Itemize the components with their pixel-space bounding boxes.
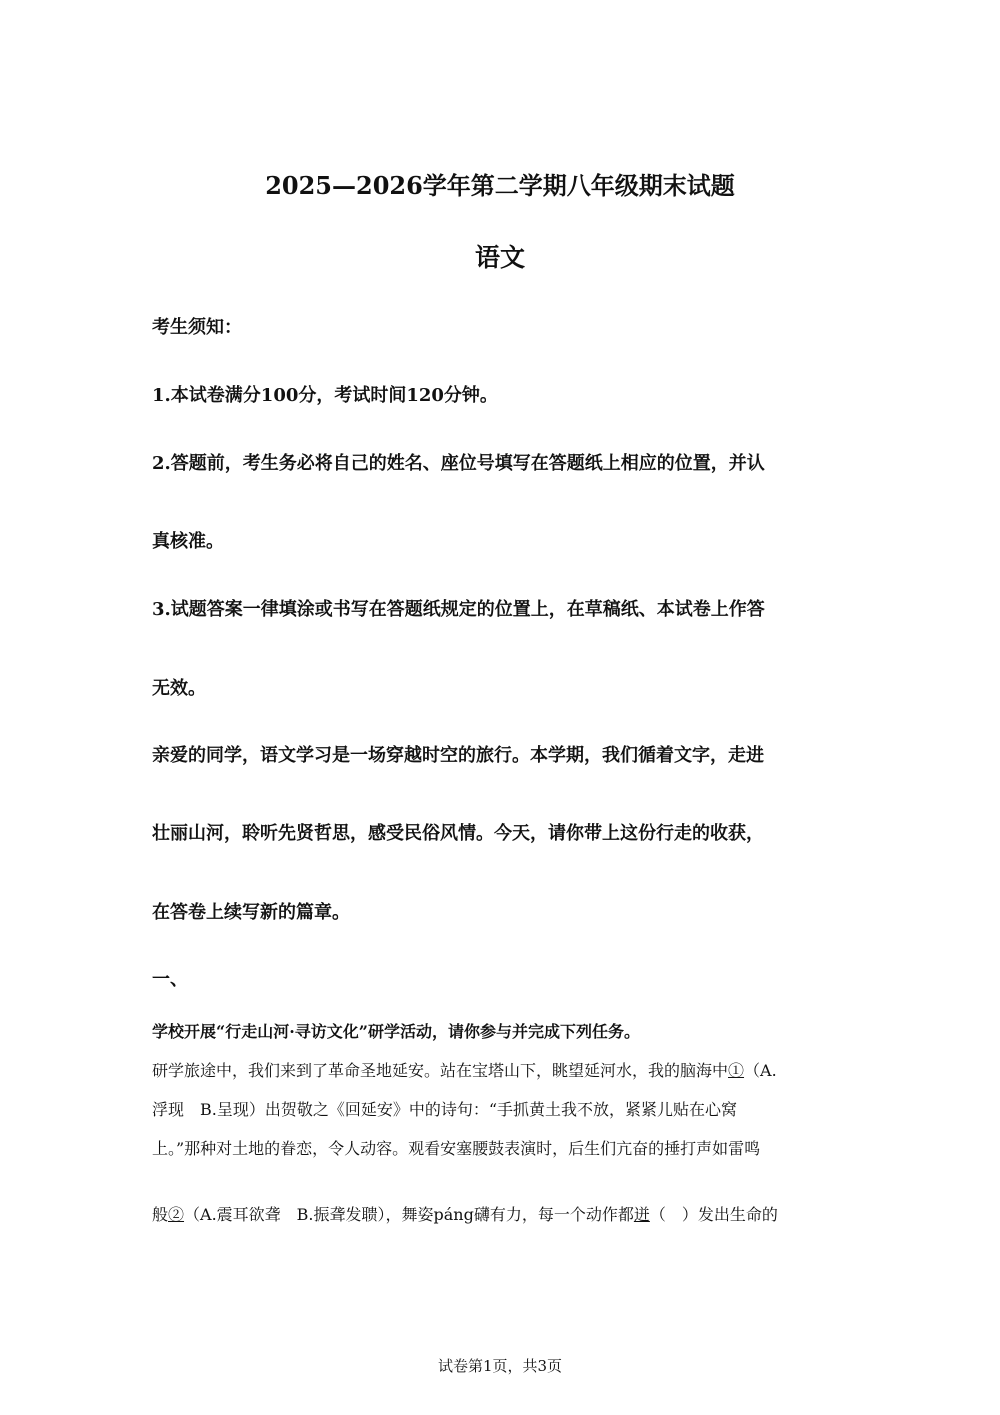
notice-item-2-line-1: 2.答题前，考生务必将自己的姓名、座位号填写在答题纸上相应的位置，并认 <box>152 453 765 474</box>
passage-line-2: 浮现 B.呈现）出贺敬之《回延安》中的诗句：“手抓黄土我不放，紧紧儿贴在心窝 <box>152 1100 738 1119</box>
notice-item-2-line-2: 真核准。 <box>152 531 224 552</box>
passage-line-4-start: 般 <box>152 1205 169 1224</box>
blank-2: ② <box>168 1205 185 1224</box>
section-1-task: 学校开展“行走山河·寻访文化”研学活动，请你参与并完成下列任务。 <box>152 1022 640 1041</box>
notice-item-1: 1.本试卷满分100分，考试时间120分钟。 <box>152 385 498 406</box>
section-1-label: 一、 <box>152 969 188 990</box>
exam-title: 2025—2026学年第二学期八年级期末试题 <box>265 171 735 200</box>
passage-line-1-text: 研学旅途中，我们来到了革命圣地延安。站在宝塔山下，眺望延河水，我的脑海中 <box>152 1061 729 1080</box>
intro-line-1: 亲爱的同学，语文学习是一场穿越时空的旅行。本学期，我们循着文字，走进 <box>152 745 764 766</box>
passage-line-1 <box>152 1059 777 1083</box>
passage-line-4-end: （ ）发出生命的 <box>649 1205 778 1224</box>
passage-line-3: 上。”那种对土地的眷恋，令人动容。观看安塞腰鼓表演时，后生们亢奋的捶打声如雷鸣 <box>152 1139 761 1158</box>
passage-line-4 <box>152 1203 778 1227</box>
pronunciation-char: 迸 <box>633 1205 650 1224</box>
intro-line-2: 壮丽山河，聆听先贤哲思，感受民俗风情。今天，请你带上这份行走的收获， <box>152 823 764 844</box>
passage-line-4-options: （A.震耳欲聋 B.振聋发聩），舞姿páng礴有力，每一个动作都 <box>184 1205 634 1224</box>
passage-line-1-option: （A. <box>744 1061 777 1080</box>
notice-item-3-line-1: 3.试题答案一律填涂或书写在答题纸规定的位置上，在草稿纸、本试卷上作答 <box>152 599 765 620</box>
page-footer: 试卷第1页，共3页 <box>437 1357 563 1375</box>
blank-1: ① <box>728 1061 745 1080</box>
subject-title: 语文 <box>474 243 525 272</box>
notice-item-3-line-2: 无效。 <box>152 678 206 699</box>
intro-line-3: 在答卷上续写新的篇章。 <box>152 902 350 923</box>
notice-heading: 考生须知： <box>152 317 242 338</box>
